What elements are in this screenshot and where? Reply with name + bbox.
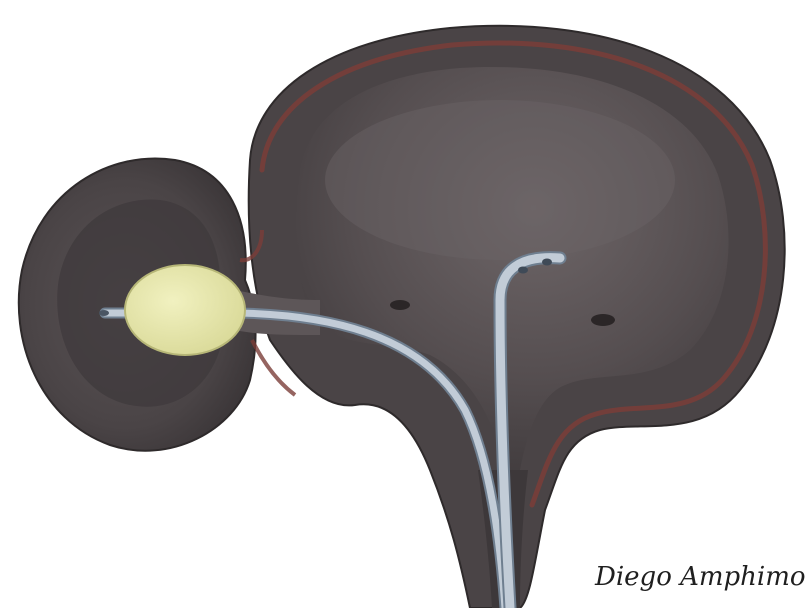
catheter-tip-eyelet <box>99 310 109 316</box>
ureteral-orifice-right <box>591 314 615 326</box>
ureteral-orifice-left <box>390 300 410 310</box>
bladder-dome-shadow <box>325 100 675 260</box>
artist-signature: Diego Amphimo <box>595 562 806 592</box>
catheter-eyelet-1 <box>518 267 528 274</box>
catheter-balloon <box>125 265 245 355</box>
catheter-eyelet-2 <box>542 259 552 266</box>
